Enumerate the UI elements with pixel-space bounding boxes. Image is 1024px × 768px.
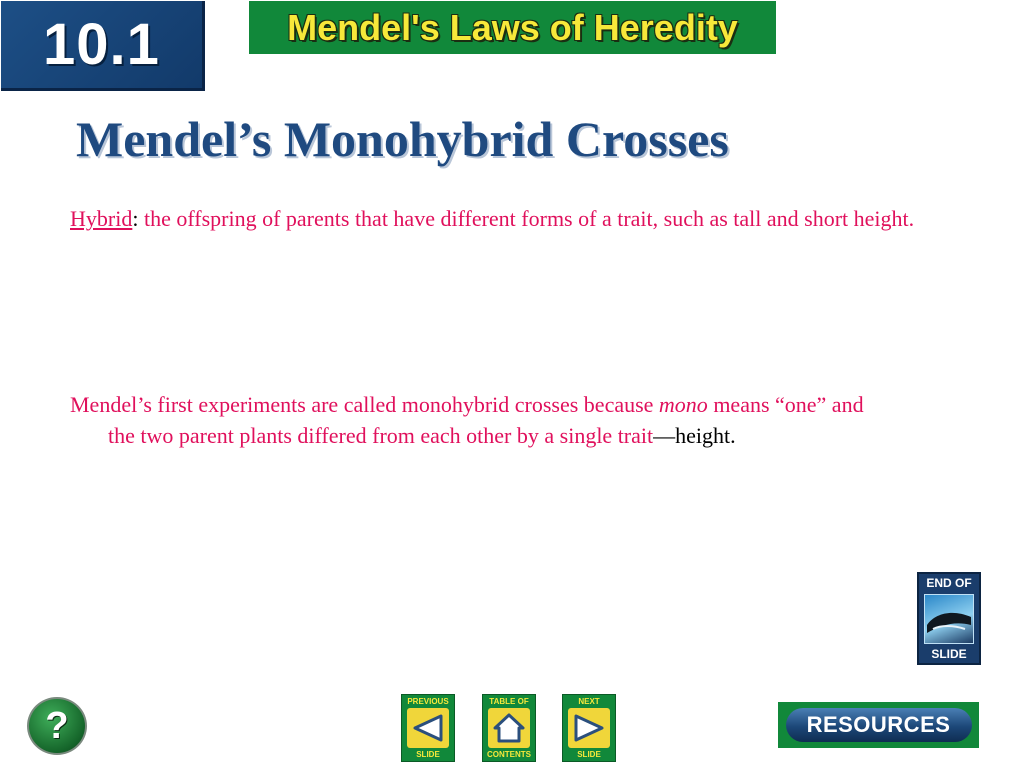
paragraph-dash: — <box>653 423 676 448</box>
end-of-slide-label-bottom: SLIDE <box>931 647 967 661</box>
slide-title: Mendel’s Monohybrid Crosses <box>76 111 729 167</box>
question-mark-icon: ? <box>45 704 69 747</box>
whale-icon <box>924 594 974 644</box>
previous-slide-button[interactable] <box>401 694 455 762</box>
paragraph-end: height. <box>675 423 736 448</box>
contents-label-bottom: CONTENTS <box>487 750 531 759</box>
help-button[interactable] <box>27 697 87 755</box>
resources-label: RESOURCES <box>806 712 951 737</box>
paragraph-start: Mendel’s first experiments are called monohybrid crosses because <box>70 392 659 417</box>
arrow-left-icon <box>407 708 449 748</box>
previous-label-bottom: SLIDE <box>416 750 440 759</box>
table-of-contents-button[interactable] <box>482 694 536 762</box>
definition-separator: : <box>132 206 139 231</box>
section-number: 10.1 <box>43 12 160 77</box>
contents-label-top: TABLE OF <box>489 697 529 706</box>
resources-button[interactable] <box>778 702 979 748</box>
monohybrid-paragraph <box>70 389 868 451</box>
end-of-slide-button[interactable] <box>917 572 981 665</box>
arrow-right-icon <box>568 708 610 748</box>
section-number-badge <box>1 1 205 91</box>
next-label-top: NEXT <box>578 697 600 706</box>
next-label-bottom: SLIDE <box>577 750 601 759</box>
paragraph-italic-word: mono <box>658 392 708 417</box>
resources-pill <box>786 708 972 742</box>
next-slide-button[interactable] <box>562 694 616 762</box>
end-of-slide-label-top: END OF <box>926 576 972 590</box>
hybrid-definition-text: the offspring of parents that have different forms of a trait, such as tall and short height. <box>138 206 915 231</box>
chapter-title: Mendel's Laws of Heredity <box>287 6 738 48</box>
hybrid-term: Hybrid <box>70 206 133 231</box>
chapter-title-banner <box>249 1 776 54</box>
previous-label-top: PREVIOUS <box>407 697 449 706</box>
paragraph-middle: means “one” and the two parent plants differed from each other by a single trait <box>108 392 864 448</box>
hybrid-definition <box>70 203 988 234</box>
home-icon <box>488 708 530 748</box>
